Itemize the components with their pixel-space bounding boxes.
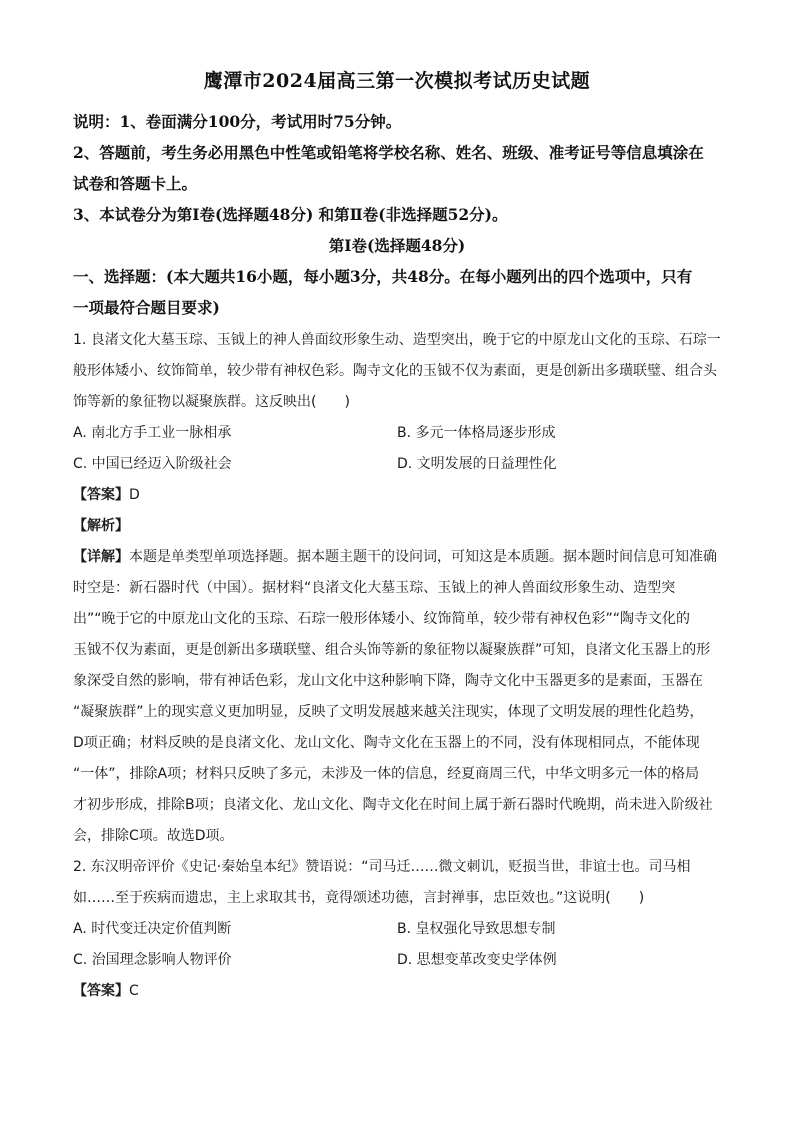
q1-detail-line-3: 出”“晚于它的中原龙山文化的玉琮、石琮一般形体矮小、纹饰简单，较少带有神权色彩”“陶寺文化的 xyxy=(73,611,691,627)
q2-option-c: C. 治国理念影响人物评价 xyxy=(73,952,232,968)
q1-detail-line-7: D项正确；材料反映的是良渚文化、龙山文化、陶寺文化在玉器上的不同，没有体现相同点，不能体现 xyxy=(73,735,700,751)
q1-answer-value: D xyxy=(129,487,140,503)
q1-analysis-label: 【解析】 xyxy=(73,518,129,534)
q2-stem-line-2: 如……至于疾病而遗忠，主上求取其书，竟得颂述功德，言封禅事，忠臣效也。”这说明( ) xyxy=(73,890,645,906)
q1-detail-label: 【详解】 xyxy=(73,549,129,565)
q2-answer-value: C xyxy=(129,983,139,999)
instruction-line-4: 3、本试卷分为第Ⅰ卷(选择题48分) 和第Ⅱ卷(非选择题52分)。 xyxy=(73,205,508,224)
instruction-line-2: 2、答题前，考生务必用黑色中性笔或铅笔将学校名称、姓名、班级、准考证号等信息填涂在 xyxy=(73,143,704,162)
q1-detail-line-6: “凝聚族群”上的现实意义更加明显，反映了文明发展越来越关注现实，体现了文明发展的理性化趋势， xyxy=(73,704,704,720)
q1-detail-line-4: 玉钺不仅为素面，更是创新出多璜联璧、组合头饰等新的象征物以凝聚族群”可知，良渚文化玉器上的形 xyxy=(73,642,711,658)
q1-detail-text-1: 本题是单类型单项选择题。据本题主题干的设问词，可知这是本质题。据本题时间信息可知准确 xyxy=(129,549,717,565)
q1-detail-line-9: 才初步形成，排除B项；良渚文化、龙山文化、陶寺文化在时间上属于新石器时代晚期，尚未进入阶级社 xyxy=(73,797,713,813)
q1-detail-line-8: “一体”，排除A项；材料只反映了多元，未涉及一体的信息，经夏商周三代，中华文明多元一体的格局 xyxy=(73,766,700,782)
q1-detail-line-10: 会，排除C项。故选D项。 xyxy=(73,828,234,844)
instruction-line-3: 试卷和答题卡上。 xyxy=(73,174,198,193)
q1-detail-line-2: 时空是：新石器时代（中国）。据材料“良渚文化大墓玉琮、玉钺上的神人兽面纹形象生动、造型突 xyxy=(73,580,676,596)
q1-stem-line-2: 般形体矮小、纹饰简单，较少带有神权色彩。陶寺文化的玉钺不仅为素面，更是创新出多璜联璧、组合头 xyxy=(73,363,717,379)
q1-option-a: A. 南北方手工业一脉相承 xyxy=(73,425,232,441)
q2-option-d: D. 思想变革改变史学体例 xyxy=(397,952,557,968)
q2-answer xyxy=(73,980,139,1000)
q2-answer-label: 【答案】 xyxy=(73,983,129,999)
exam-title: 鹰潭市2024届高三第一次模拟考试历史试题 xyxy=(203,70,591,92)
q1-detail-line-5: 象深受自然的影响，带有神话色彩，龙山文化中这种影响下降，陶寺文化中玉器更多的是素面，玉器在 xyxy=(73,673,703,689)
section-title: 第Ⅰ卷(选择题48分) xyxy=(328,236,466,255)
q1-stem-line-3: 饰等新的象征物以凝聚族群。这反映出( ) xyxy=(73,394,350,410)
q1-detail-line-1 xyxy=(73,546,717,566)
q1-answer xyxy=(73,484,140,504)
q1-analysis xyxy=(73,515,129,535)
q1-answer-label: 【答案】 xyxy=(73,487,129,503)
q1-option-d: D. 文明发展的日益理性化 xyxy=(397,456,557,472)
q1-option-c: C. 中国已经迈入阶级社会 xyxy=(73,456,232,472)
section-heading-line-2: 一项最符合题目要求) xyxy=(73,298,220,317)
instruction-line-1: 说明：1、卷面满分100分，考试用时75分钟。 xyxy=(73,112,402,131)
q1-stem-line-1: 1. 良渚文化大墓玉琮、玉钺上的神人兽面纹形象生动、造型突出，晚于它的中原龙山文化的玉琮、石琮一 xyxy=(73,332,721,348)
q1-option-b: B. 多元一体格局逐步形成 xyxy=(397,425,556,441)
q2-option-b: B. 皇权强化导致思想专制 xyxy=(397,921,556,937)
q2-option-a: A. 时代变迁决定价值判断 xyxy=(73,921,232,937)
section-heading-line-1: 一、选择题：(本大题共16小题，每小题3分，共48分。在每小题列出的四个选项中，只有 xyxy=(73,267,693,286)
q2-stem-line-1: 2. 东汉明帝评价《史记·秦始皇本纪》赞语说：“司马迁……微文刺讥，贬损当世，非谊士也。司马相 xyxy=(73,859,691,875)
